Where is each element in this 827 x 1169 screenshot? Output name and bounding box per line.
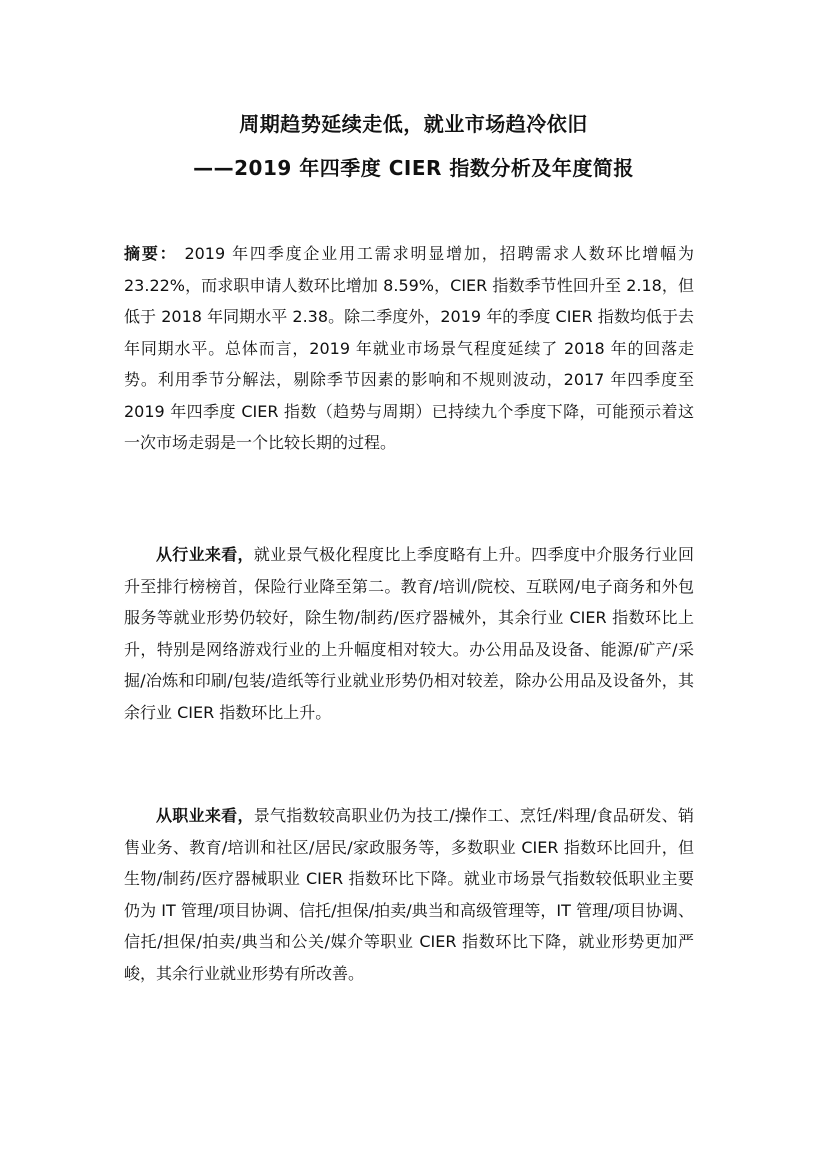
occupation-paragraph [124, 800, 694, 989]
industry-label: 从行业来看， [156, 545, 254, 564]
industry-paragraph [124, 539, 694, 728]
document-subtitle: ——2019 年四季度 CIER 指数分析及年度简报 [193, 156, 634, 180]
occupation-label: 从职业来看， [156, 806, 254, 825]
document-title: 周期趋势延续走低，就业市场趋冷依旧 [239, 112, 588, 136]
abstract-paragraph [124, 238, 694, 459]
abstract-text: 2019 年四季度企业用工需求明显增加，招聘需求人数环比增幅为 23.22%，而求职申请人数环比增加 8.59%，CIER 指数季节性回升至 2.18，但低于 2018 年同期水平 2.38。除二季度外，2019 年的季度 CIER 指数均低于去年同期水平。总体而言，2019 年就业市场景气程度延续了 2018 年的回落走势。利用季节分解法，剔除季节因素的影响和不规则波动，2017 年四季度至 2019 年四季度 CIER 指数（趋势与周期）已持续九个季度下降，可能预示着这一次市场走弱是一个比较长期的过程。 [124, 244, 694, 452]
occupation-text: 景气指数较高职业仍为技工/操作工、烹饪/料理/食品研发、销售业务、教育/培训和社区/居民/家政服务等，多数职业 CIER 指数环比回升，但生物/制药/医疗器械职业 CIER 指数环比下降。就业市场景气指数较低职业主要仍为 IT 管理/项目协调、信托/担保/拍卖/典当和高级管理等，IT 管理/项目协调、信托/担保/拍卖/典当和公关/媒介等职业 CIER 指数环比下降，就业形势更加严峻，其余行业就业形势有所改善。 [124, 806, 694, 983]
industry-text: 就业景气极化程度比上季度略有上升。四季度中介服务行业回升至排行榜榜首，保险行业降至第二。教育/培训/院校、互联网/电子商务和外包服务等就业形势仍较好，除生物/制药/医疗器械外，其余行业 CIER 指数环比上升，特别是网络游戏行业的上升幅度相对较大。办公用品及设备、能源/矿产/采掘/冶炼和印刷/包装/造纸等行业就业形势仍相对较差，除办公用品及设备外，其余行业 CIER 指数环比上升。 [124, 545, 694, 722]
abstract-label: 摘要： [124, 244, 178, 263]
